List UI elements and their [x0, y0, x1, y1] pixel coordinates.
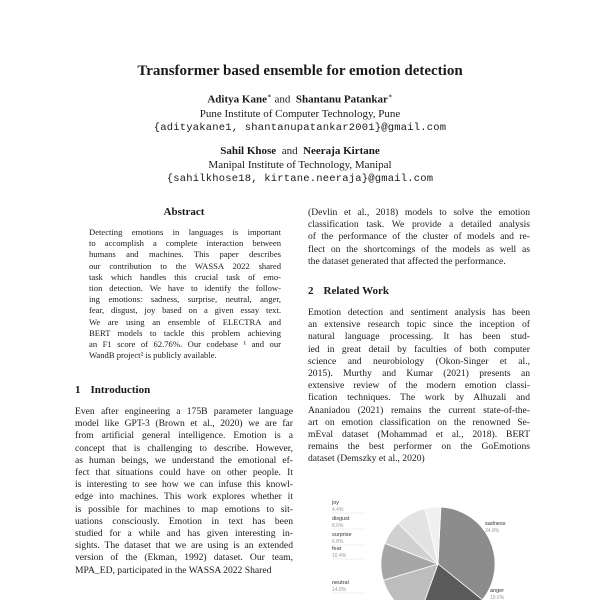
introduction-line: is possible for machines to map emotions to sit- — [75, 503, 293, 515]
abstract-body — [89, 227, 281, 361]
introduction-line: concept that is challenging to describe. However, — [75, 442, 293, 454]
author-group-2 — [0, 144, 600, 186]
section-1-number: 1 — [75, 384, 81, 396]
related-work-line: dataset (Demszky et al., 2020) — [308, 453, 425, 465]
abstract-line: humans and machines. This paper describes — [89, 249, 281, 260]
section-2-heading — [308, 285, 389, 297]
related-work-line: ied in great detail by faculties of both computer — [308, 343, 530, 355]
pie-label-joy: joy — [332, 500, 340, 506]
author-shantanu: Shantanu Patankar — [295, 93, 388, 106]
related-work-line: natural language processing. It has been stud- — [308, 331, 530, 343]
section-1-title: Introduction — [90, 384, 151, 396]
email-1: {adityakane1, shantanupatankar2001}@gmail.com — [153, 121, 447, 134]
related-work-line: science and neurobiology (Okon-Singer et al., — [308, 355, 530, 367]
author-names-2 — [0, 144, 600, 158]
equal-contrib-mark-1: ∗ — [266, 92, 272, 100]
introduction-continued-line: the dataset generated that affected the performance. — [308, 255, 506, 267]
and-text: and — [274, 93, 291, 106]
introduction-line: version of the (Ekman, 1992) dataset. Our team, — [75, 552, 293, 564]
introduction-line: edge into machines. This work explores whether it — [75, 491, 293, 503]
introduction-line: from artificial general intelligence. Emotion is a — [75, 430, 293, 442]
abstract-line: fear, disgust, joy based on a given essay text. — [89, 305, 281, 316]
emotion-distribution-pie-chart — [320, 492, 530, 600]
email-2: {sahilkhose18, kirtane.neeraja}@gmail.com — [166, 173, 434, 185]
introduction-continued-line: flect on the shortcomings of the models as well as — [308, 243, 530, 255]
and-text: and — [281, 145, 298, 157]
abstract-line: Detecting emotions in languages is important — [89, 227, 281, 237]
pie-value-anger: 19.6% — [490, 595, 505, 600]
related-work-line: remains the best performer on the GoEmotions — [308, 441, 530, 453]
related-work-line: 2015). Murthy and Kumar (2021) presents an — [308, 368, 530, 380]
introduction-line: MPA_ED, participated in the WASSA 2022 Shared — [75, 564, 272, 576]
paper-title: Transformer based ensemble for emotion detection — [137, 63, 463, 79]
related-work-line: art on emotion classification on the renowned Se- — [308, 416, 530, 428]
abstract-line: task which handles this crucial task of emo- — [89, 271, 281, 282]
pie-value-surprise: 6.8% — [332, 539, 344, 545]
pie-value-disgust: 8.6% — [332, 523, 344, 529]
related-work-body — [308, 307, 530, 466]
pie-label-fear: fear — [332, 546, 342, 552]
pie-label-surprise: surprise — [332, 532, 352, 538]
introduction-line: studied for a while and has given interesting in- — [75, 528, 293, 540]
introduction-continued-line: (Devlin et al., 2018) models to solve the emotion — [308, 207, 530, 218]
abstract-line: an F1 score of 62.76%. Our codebase ¹ and our — [89, 339, 281, 350]
introduction-continued-line: of the performance of the cluster of models and re- — [308, 231, 530, 243]
pie-value-joy: 4.4% — [332, 507, 344, 513]
abstract-line: ing emotions: sadness, surprise, neutral, anger, — [89, 294, 281, 305]
abstract-line: tion detection. We have to identify the follow- — [89, 283, 281, 294]
affiliation-2: Manipal Institute of Technology, Manipal — [208, 159, 392, 171]
equal-contrib-mark-2: ∗ — [387, 92, 393, 100]
introduction-line: uations consciously. Emotion in text has been — [75, 515, 293, 527]
pie-value-fear: 10.4% — [332, 553, 347, 559]
introduction-line: model like GPT-3 (Brown et al., 2020) we are far — [75, 418, 293, 430]
section-2-number: 2 — [308, 285, 314, 297]
section-1-heading — [75, 384, 150, 396]
related-work-line: mEval dataset (Mohammad et al., 2018). BERT — [308, 429, 530, 441]
author-aditya: Aditya Kane — [207, 93, 267, 106]
author-names-1 — [0, 89, 600, 107]
related-work-line: Emotion detection and sentiment analysis has been — [308, 307, 530, 318]
pie-label-anger: anger — [490, 588, 505, 594]
abstract-heading: Abstract — [163, 206, 205, 218]
author-group-1 — [0, 89, 600, 135]
pie-value-neutral: 14.8% — [332, 587, 347, 593]
abstract-line: We are using an ensemble of ELECTRA and — [89, 316, 281, 327]
author-neeraja: Neeraja Kirtane — [303, 145, 380, 157]
abstract-line: our contribution to the WASSA 2022 shared — [89, 260, 281, 271]
introduction-line: fect that situations could have on other people. It — [75, 467, 293, 479]
abstract-line: to accomplish a complete interaction between — [89, 238, 281, 249]
introduction-continued-line: classification task. We provide a detailed analysis — [308, 219, 530, 231]
section-2-title: Related Work — [323, 285, 389, 297]
introduction-line: is interesting to see how we can infuse this knowl- — [75, 479, 293, 491]
author-sahil: Sahil Khose — [220, 145, 277, 157]
introduction-line: sights. The dataset that we are using is an extended — [75, 540, 293, 552]
pie-label-disgust: disgust — [332, 516, 350, 522]
introduction-line: as human beings, we understand the emotional ef- — [75, 454, 293, 466]
related-work-line: fication techniques. The work by Alhuzali and — [308, 392, 530, 404]
abstract-line: BERT models to tackle this problem achieving — [89, 327, 281, 338]
pie-label-neutral: neutral — [332, 580, 349, 586]
introduction-line: Even after engineering a 175B parameter language — [75, 406, 293, 417]
related-work-line: extensive review of the modern emotion classi- — [308, 380, 530, 392]
pie-value-sadness: 34.8% — [485, 528, 500, 534]
pie-label-sadness: sadness — [485, 521, 506, 527]
related-work-line: an extensive research topic since the inception of — [308, 319, 530, 331]
abstract-line: WandB project² is publicly available. — [89, 350, 217, 361]
introduction-continued — [308, 207, 530, 268]
introduction-body — [75, 406, 293, 577]
affiliation-1: Pune Institute of Computer Technology, Pune — [199, 107, 401, 120]
related-work-line: Ananiadou (2021) remains the current state-of-the- — [308, 404, 530, 416]
